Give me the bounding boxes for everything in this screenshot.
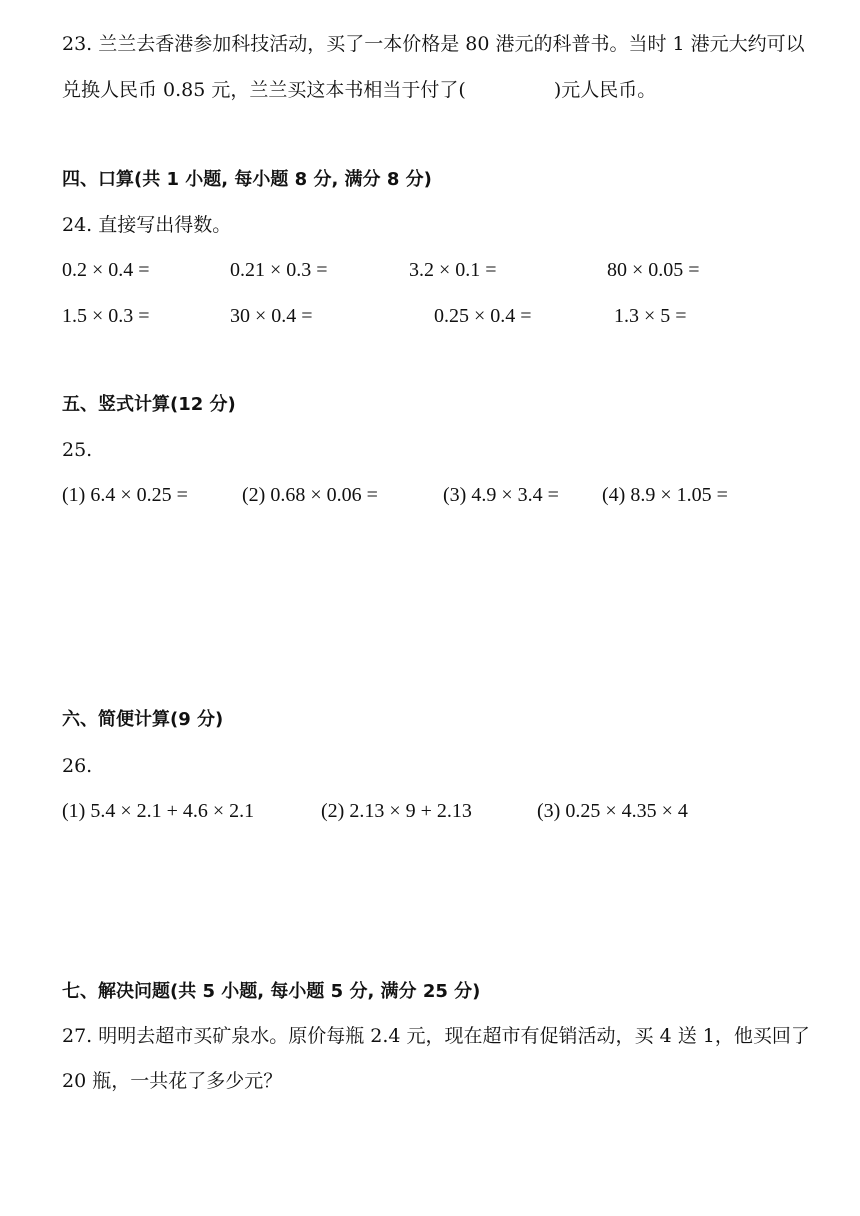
oral-calc-item: 0.2 × 0.4 = <box>62 259 150 281</box>
vertical-calc-item: (4) 8.9 × 1.05 = <box>602 484 728 506</box>
q23-line1: 23. 兰兰去香港参加科技活动，买了一本价格是 80 港元的科普书。当时 1 港元大约可以 <box>62 33 805 55</box>
q26-label: 26. <box>62 755 93 777</box>
q23-text-after-blank: )元人民币。 <box>553 79 657 101</box>
section5-heading: 五、竖式计算(12 分) <box>62 394 236 415</box>
vertical-calc-item: (1) 6.4 × 0.25 = <box>62 484 188 506</box>
q24-label: 24. 直接写出得数。 <box>62 214 232 236</box>
section4-heading: 四、口算(共 1 小题, 每小题 8 分, 满分 8 分) <box>62 169 432 190</box>
vertical-calc-item: (2) 0.68 × 0.06 = <box>242 484 378 506</box>
section7-heading: 七、解决问题(共 5 小题, 每小题 5 分, 满分 25 分) <box>62 981 481 1002</box>
q27-line2: 20 瓶，一共花了多少元？ <box>62 1070 283 1092</box>
oral-calc-item: 0.25 × 0.4 = <box>434 305 532 327</box>
simplified-calc-item: (3) 0.25 × 4.35 × 4 <box>537 800 688 822</box>
oral-calc-item: 1.3 × 5 = <box>614 305 687 327</box>
oral-calc-item: 3.2 × 0.1 = <box>409 259 497 281</box>
q25-label: 25. <box>62 439 93 461</box>
oral-calc-item: 30 × 0.4 = <box>230 305 313 327</box>
simplified-calc-item: (2) 2.13 × 9 + 2.13 <box>321 800 472 822</box>
oral-calc-item: 80 × 0.05 = <box>607 259 700 281</box>
q23-line2 <box>62 78 656 102</box>
oral-calc-item: 1.5 × 0.3 = <box>62 305 150 327</box>
oral-calc-item: 0.21 × 0.3 = <box>230 259 328 281</box>
simplified-calc-item: (1) 5.4 × 2.1 + 4.6 × 2.1 <box>62 800 255 822</box>
vertical-calc-item: (3) 4.9 × 3.4 = <box>443 484 559 506</box>
q23-text-before-blank: 兑换人民币 0.85 元，兰兰买这本书相当于付了( <box>62 79 466 101</box>
q27-line1: 27. 明明去超市买矿泉水。原价每瓶 2.4 元，现在超市有促销活动，买 4 送 1，他买回了 <box>62 1025 810 1047</box>
section6-heading: 六、简便计算(9 分) <box>62 709 224 730</box>
